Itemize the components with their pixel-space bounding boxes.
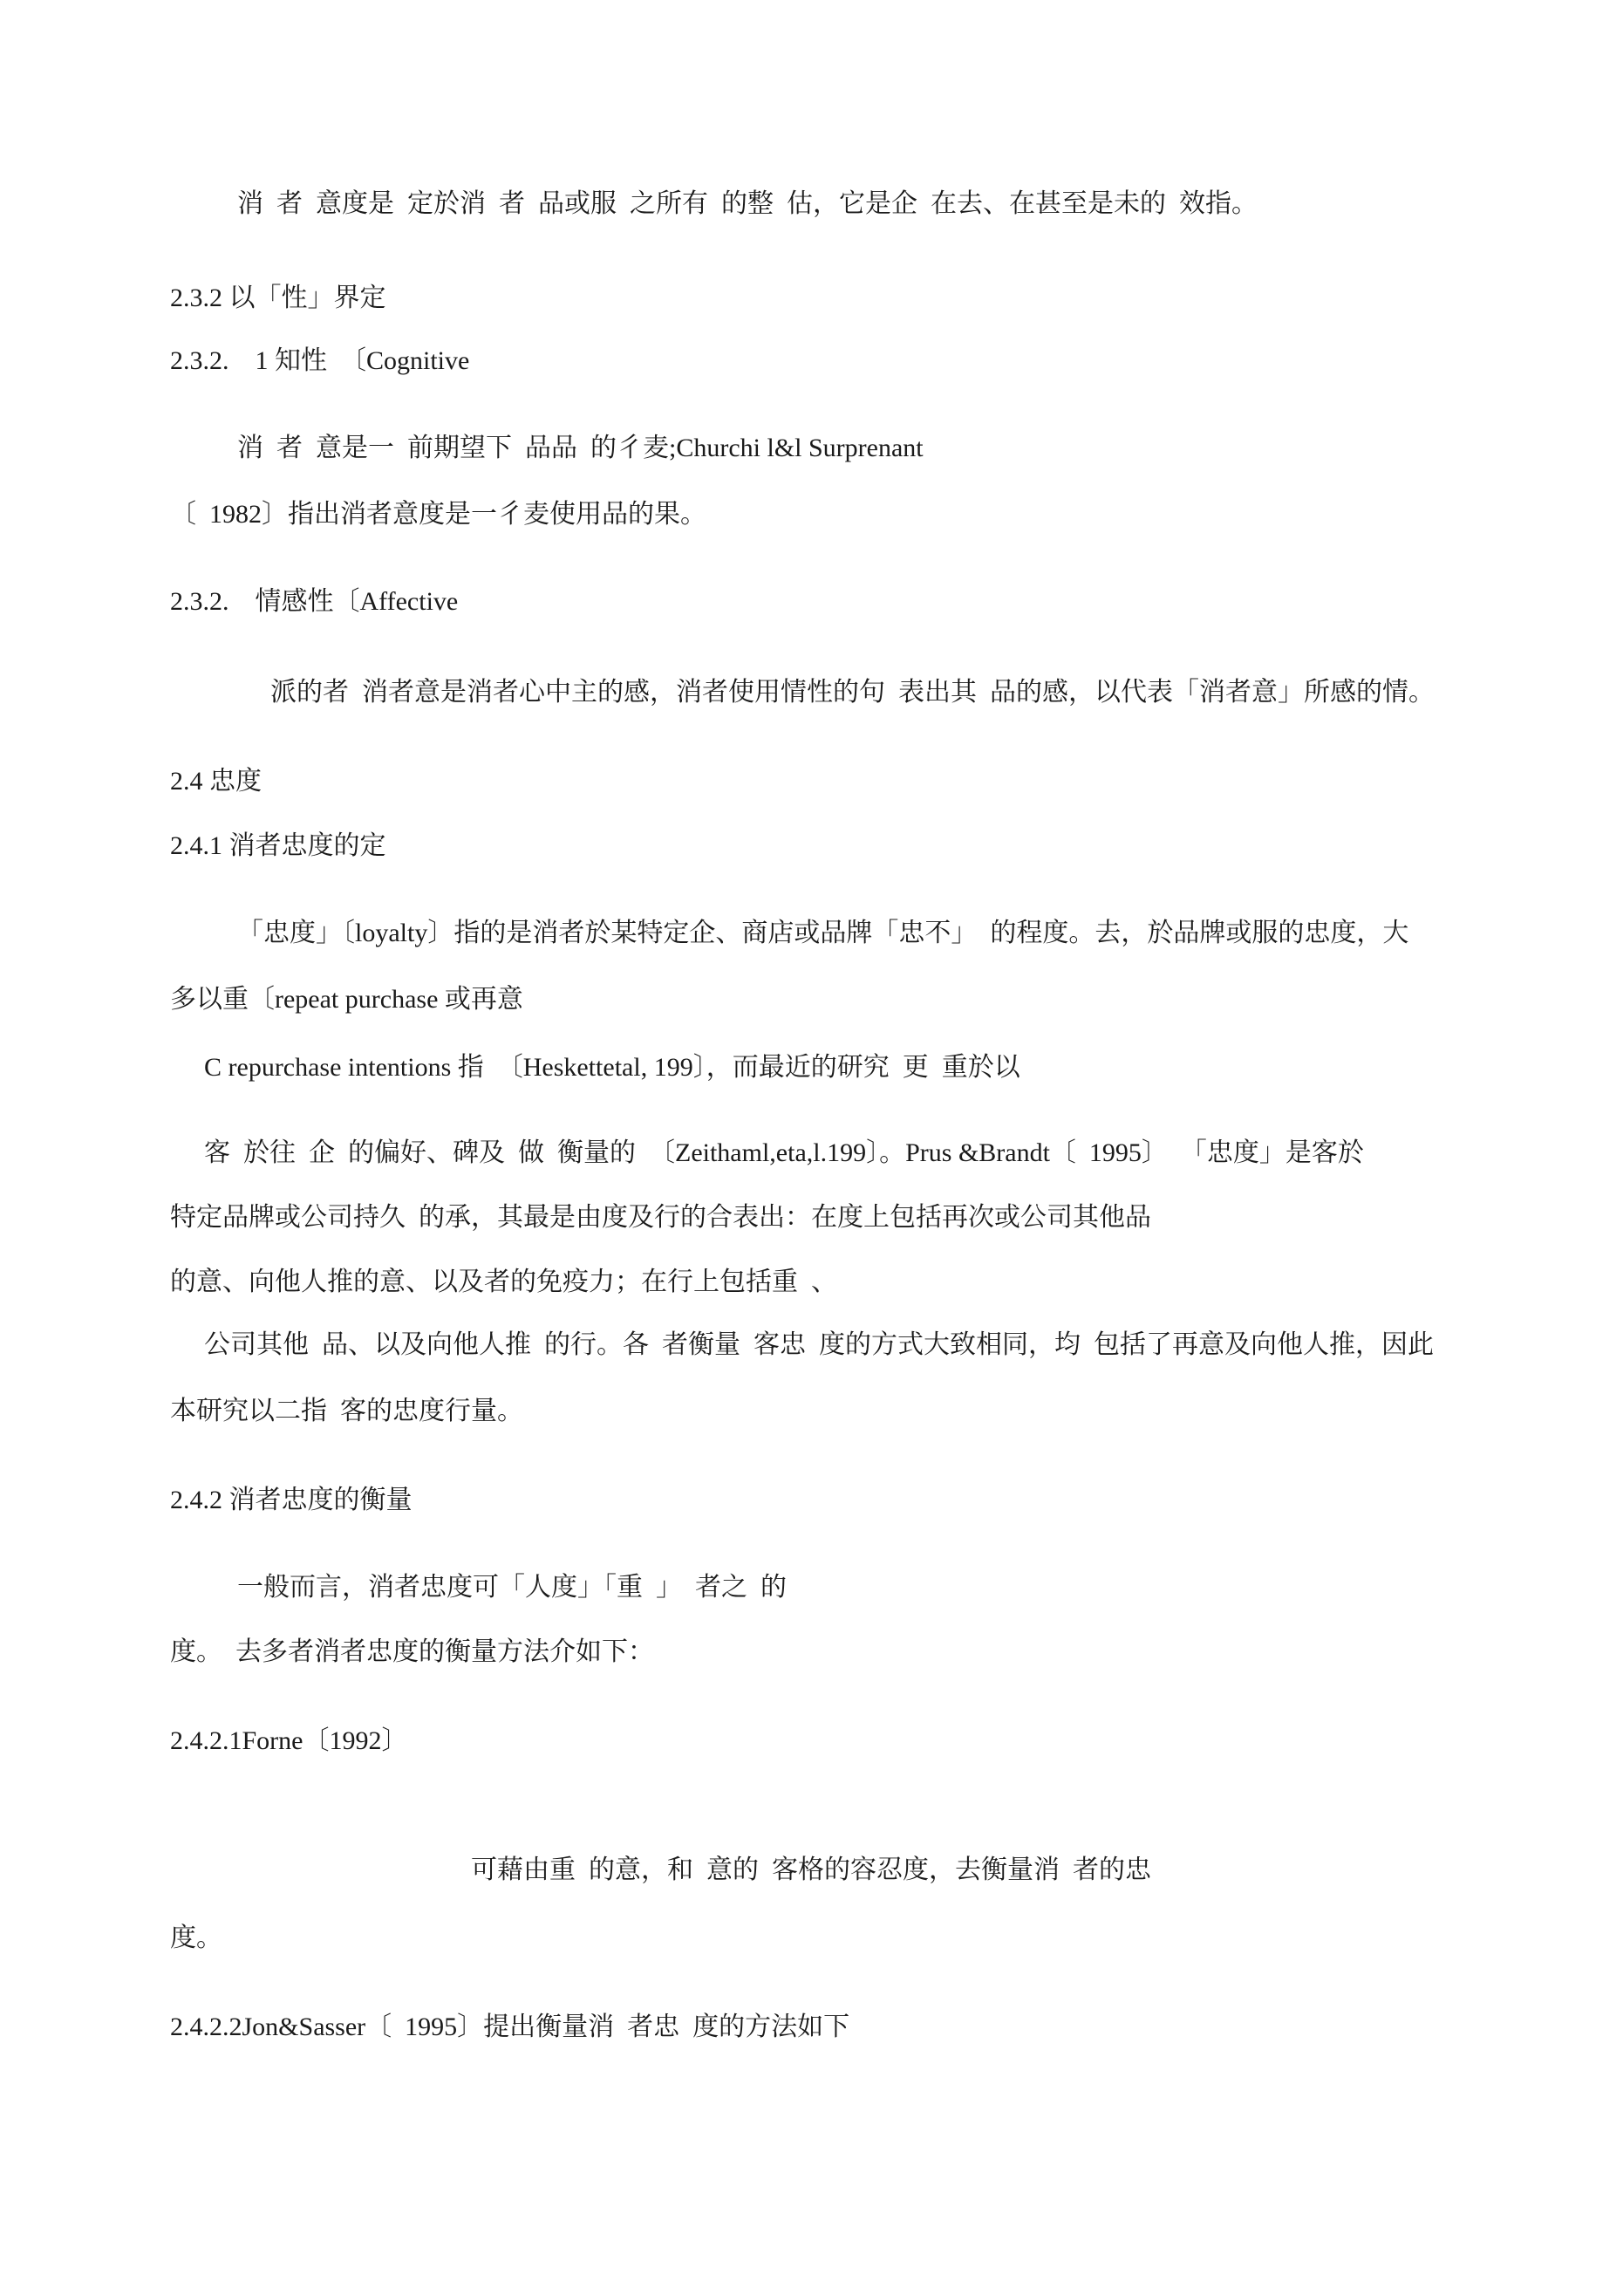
loyalty-paragraph-line-4: 客 於往 企 的偏好、碑及 做 衡量的 〔Zeithaml,eta,l.199〕。Prus &Brandt〔 1995〕 「忠度」是客於 [204, 1138, 1364, 1167]
section-heading-2-4: 2.4 忠度 [170, 767, 262, 796]
satisfaction-definition-text: 消 者 意度是 定於消 者 品或服 之所有 的整 估，它是企 在去、在甚至是未的 效指。 [237, 189, 1258, 218]
loyalty-paragraph-line-2: 多以重〔repeat purchase 或再意 [170, 985, 523, 1014]
forne-paragraph-line-2: 度。 [170, 1924, 222, 1952]
subsection-heading-forne: 2.4.2.1Forne〔1992〕 [170, 1726, 408, 1755]
cognitive-paragraph-line-1: 消 者 意是一 前期望下 品品 的彳麦;Churchi l&l Surprenant [237, 434, 924, 462]
measurement-paragraph-line-2: 度。 去多者消者忠度的衡量方法介如下： [170, 1637, 654, 1666]
loyalty-paragraph-line-5: 特定品牌或公司持久 的承，其最是由度及行的合表出：在度上包括再次或公司其他品 [170, 1203, 1151, 1232]
section-heading-2-4-2: 2.4.2 消者忠度的衡量 [170, 1486, 413, 1514]
subsection-heading-cognitive: 2.3.2. 1 知性 〔Cognitive [170, 346, 470, 375]
measurement-paragraph-line-1: 一般而言，消者忠度可「人度」「重 」 者之 的 [237, 1573, 787, 1602]
subsection-heading-affective: 2.3.2. 情感性〔Affective [170, 587, 459, 616]
loyalty-paragraph-line-1: 「忠度」〔loyalty〕指的是消者於某特定企、商店或品牌「忠不」 的程度。去，於品牌或服的忠度，大 [237, 919, 1409, 947]
loyalty-paragraph-line-7: 公司其他 品、以及向他人推 的行。各 者衡量 客忠 度的方式大致相同，均 包括了再意及向他人推，因此 [204, 1330, 1434, 1359]
affective-paragraph: 派的者 消者意是消者心中主的感，消者使用情性的句 表出其 品的感，以代表「消者意」所感的情。 [270, 678, 1435, 707]
section-heading-2-4-1: 2.4.1 消者忠度的定 [170, 831, 386, 860]
forne-paragraph-line-1: 可藉由重 的意，和 意的 客格的容忍度，去衡量消 者的忠 [471, 1855, 1151, 1884]
cognitive-paragraph-line-2: 〔 1982〕指出消者意度是一彳麦使用品的果。 [170, 500, 706, 529]
loyalty-paragraph-line-6: 的意、向他人推的意、以及者的免疫力；在行上包括重 、 [170, 1268, 837, 1296]
subsection-heading-jones-sasser: 2.4.2.2Jon&Sasser〔 1995〕提出衡量消 者忠 度的方法如下 [170, 2012, 850, 2041]
section-heading-2-3-2: 2.3.2 以「性」界定 [170, 284, 386, 312]
loyalty-paragraph-line-8: 本研究以二指 客的忠度行量。 [170, 1397, 523, 1425]
loyalty-paragraph-line-3: C repurchase intentions 指 〔Heskettetal, 199〕，而最近的研究 更 重於以 [204, 1053, 1020, 1082]
